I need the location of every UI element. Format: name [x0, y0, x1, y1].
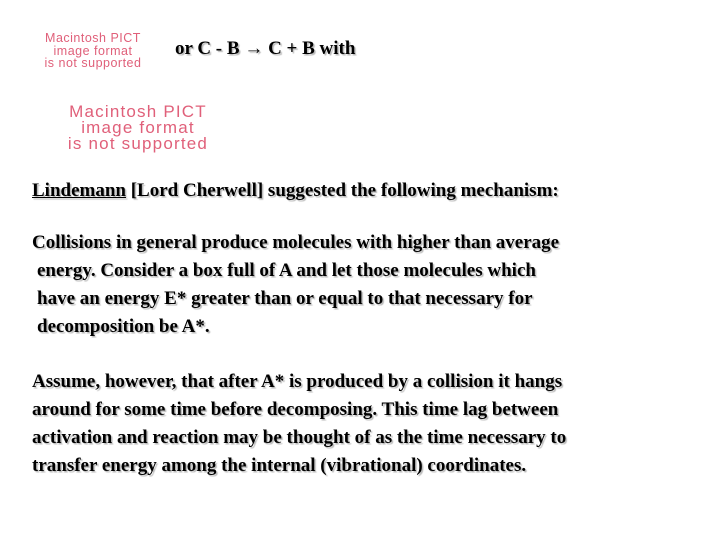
lindemann-name: Lindemann [32, 180, 126, 201]
intro-paragraph [32, 177, 712, 205]
image-placeholder-top [24, 32, 162, 70]
reaction-equation [175, 38, 355, 60]
paragraph-line: Assume, however, that after A* is produced by a collision it hangs [32, 371, 563, 392]
placeholder-line: Macintosh PICT [45, 31, 141, 45]
reaction-suffix: C + B with [263, 38, 356, 59]
paragraph-line: energy. Consider a box full of A and let those molecules which [37, 260, 536, 281]
paragraph-line: around for some time before decomposing. This time lag between [32, 399, 559, 420]
collisions-paragraph [32, 229, 712, 341]
placeholder-line: image format [81, 118, 195, 138]
image-placeholder-middle [24, 104, 252, 152]
paragraph-line: decomposition be A*. [37, 316, 210, 337]
intro-rest: [Lord Cherwell] suggested the following mechanism: [125, 180, 559, 201]
placeholder-line: image format [53, 43, 133, 58]
reaction-prefix: or C - B [175, 38, 245, 59]
paragraph-line: have an energy E* greater than or equal to that necessary for [37, 288, 533, 309]
paragraph-line: transfer energy among the internal (vibrational) coordinates. [32, 455, 527, 476]
placeholder-line: is not supported [44, 56, 142, 70]
placeholder-line: is not supported [67, 134, 209, 154]
paragraph-line: Collisions in general produce molecules with higher than average [32, 232, 560, 253]
placeholder-line: Macintosh PICT [69, 102, 207, 121]
reaction-arrow: → [244, 38, 264, 59]
assume-paragraph [32, 368, 712, 480]
paragraph-line: activation and reaction may be thought of as the time necessary to [32, 427, 567, 448]
